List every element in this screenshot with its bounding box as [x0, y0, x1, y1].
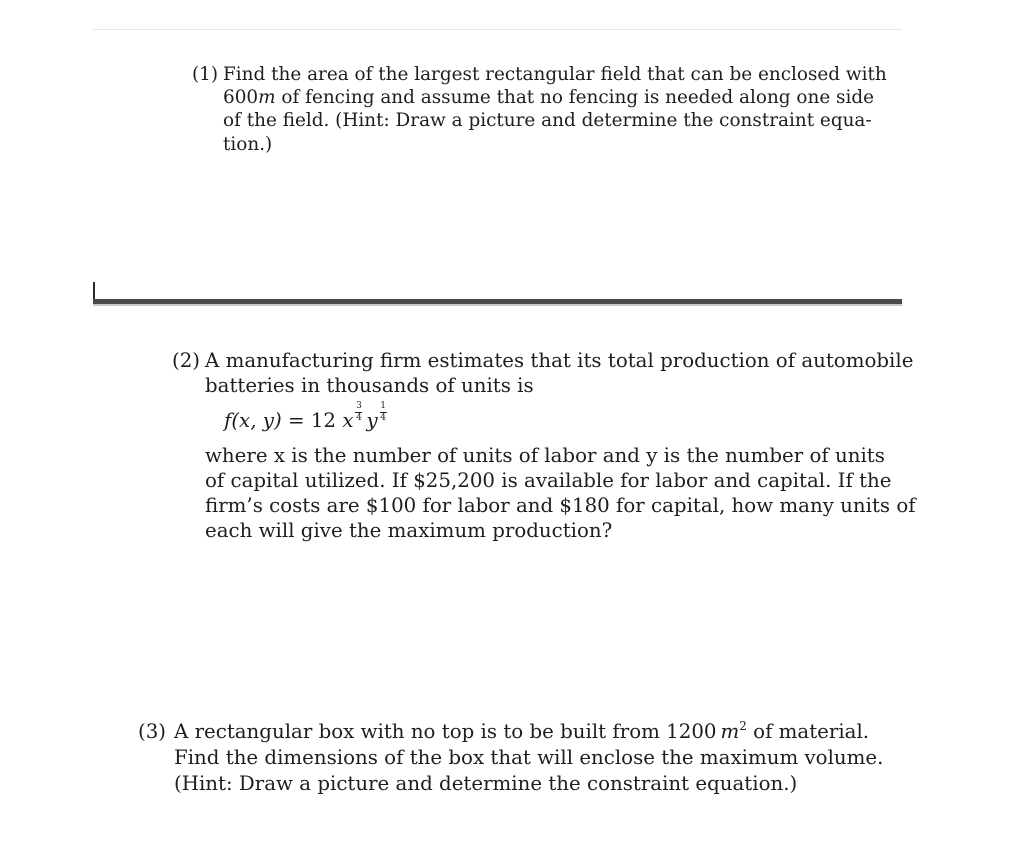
problem-3	[138, 719, 884, 797]
problem-1	[192, 63, 887, 156]
text-line: of capital utilized. If $25,200 is available for labor and capital. If the	[205, 469, 892, 492]
problem-text	[223, 63, 887, 156]
text-line: Find the area of the largest rectangular field that can be enclosed with	[223, 64, 887, 85]
formula-coefficient: 12	[310, 408, 337, 432]
exponent-x-numerator: 3	[356, 400, 362, 411]
text-line	[174, 719, 883, 745]
text-fragment: of fencing and assume that no fencing is needed along one side	[281, 87, 875, 109]
problem-number: (2)	[172, 349, 201, 372]
formula-args: (x, y)	[231, 408, 282, 432]
formula-var-x: x	[342, 408, 354, 432]
exponent-x	[355, 402, 362, 423]
divider-shadow	[93, 304, 902, 306]
fence-unit: m	[258, 87, 276, 109]
formula-var-y: y	[366, 408, 378, 432]
text-line: each will give the maximum production?	[205, 519, 613, 542]
top-rule	[93, 29, 902, 30]
exponent-x-denominator: 4	[356, 412, 362, 423]
text-line	[223, 86, 887, 109]
fence-amount: 600	[223, 87, 259, 109]
text-line: batteries in thousands of units is	[205, 374, 534, 397]
text-line: where x is the number of units of labor and y is the number of units	[205, 444, 885, 467]
formula-lhs: f	[224, 408, 232, 432]
problem-text	[205, 348, 916, 543]
text-line: of the field. (Hint: Draw a picture and determine the constraint equa-	[223, 110, 872, 132]
text-line: tion.)	[223, 133, 273, 155]
area-unit: m	[720, 720, 740, 743]
problem-text	[174, 719, 883, 797]
exponent-y	[380, 402, 387, 423]
text-line: (Hint: Draw a picture and determine the constraint equation.)	[174, 772, 798, 795]
exponent-y-numerator: 1	[380, 400, 387, 411]
area-exponent: 2	[739, 719, 747, 733]
text-line: A manufacturing firm estimates that its total production of automobile	[205, 349, 914, 372]
problem-number: (3)	[138, 720, 167, 743]
production-formula	[224, 401, 916, 439]
text-line: Find the dimensions of the box that will enclose the maximum volume.	[174, 746, 884, 769]
exponent-y-denominator: 4	[380, 412, 387, 423]
formula-equals: =	[287, 408, 305, 432]
problem-number: (1)	[192, 64, 219, 85]
text-fragment: of material.	[753, 720, 870, 743]
text-line: firm’s costs are $100 for labor and $180 for capital, how many units of	[205, 494, 916, 517]
problem-2	[172, 348, 916, 543]
text-fragment: A rectangular box with no top is to be built from 1200	[174, 720, 717, 743]
